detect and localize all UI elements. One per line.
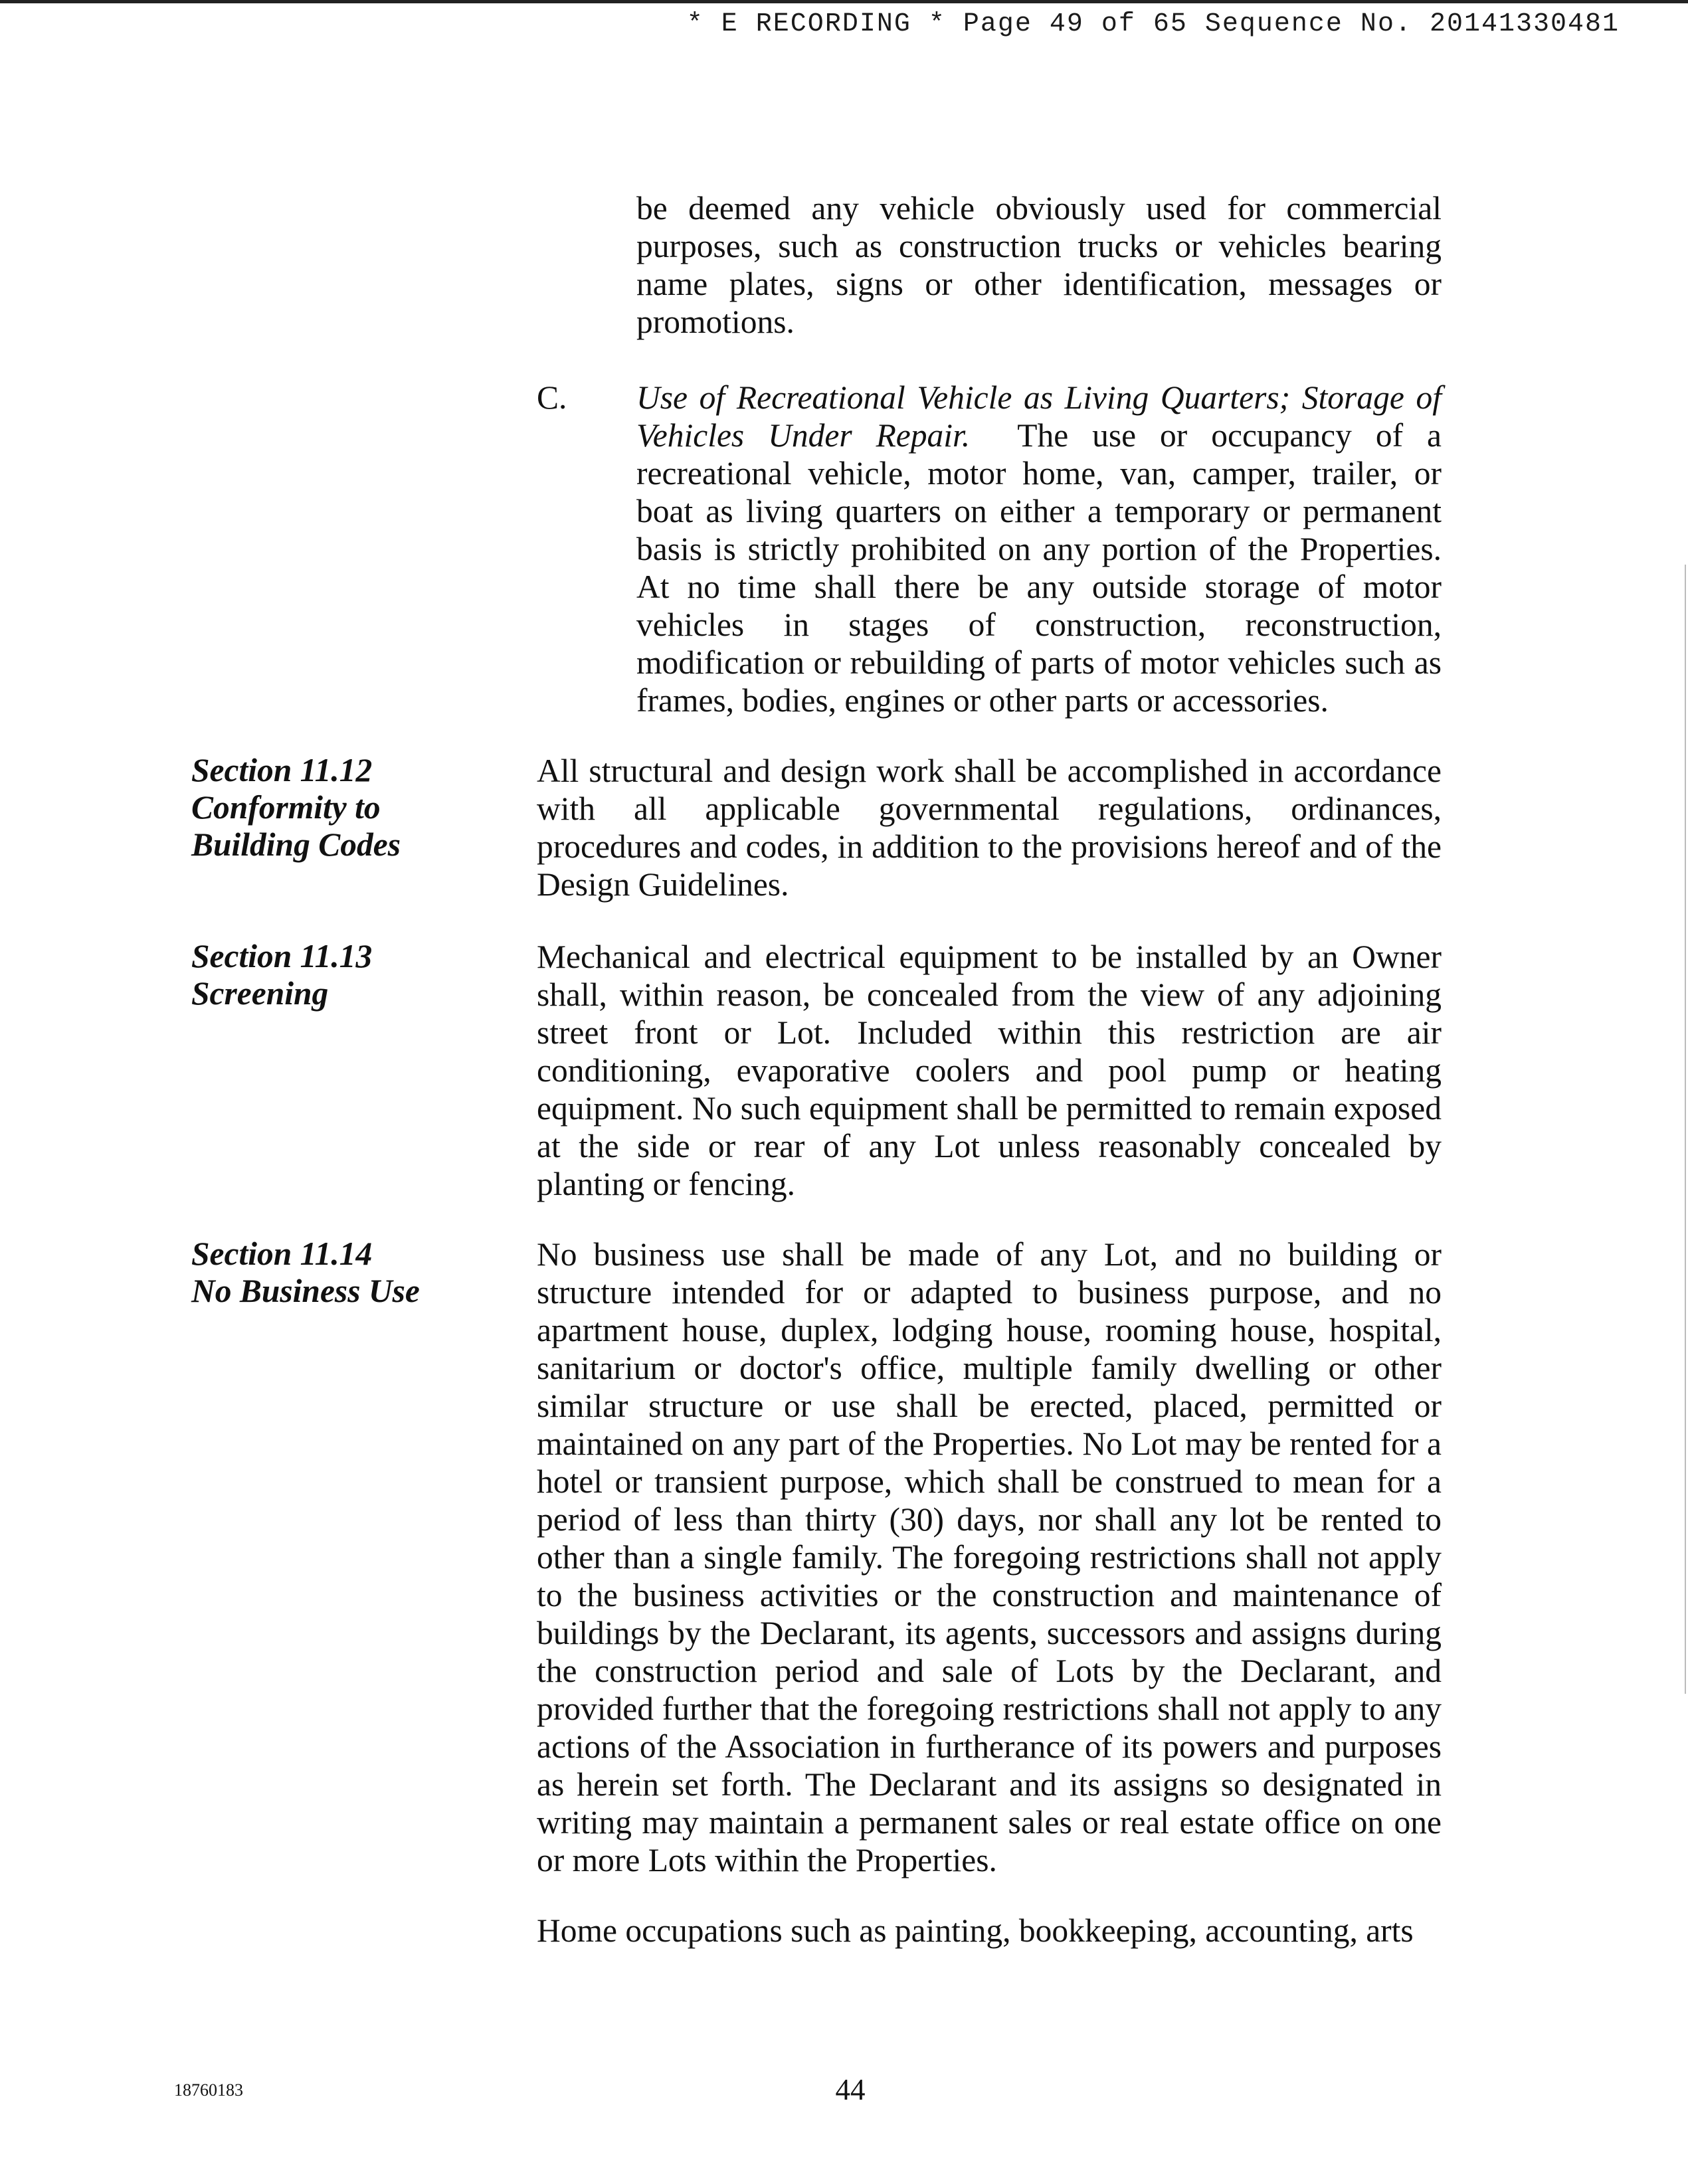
list-item-text: The use or occupancy of a recreational vehicle, motor home, van, camper, trailer, or boat as living quarters on either a temporary or permanent basis is strictly prohibited on any portion of the Properties. At no time shall there be any outside storage of motor vehicles in stages of construction, reconstruction, modification or rebuilding of parts of motor vehicles such as frames, bodies, engines or other parts or accessories.: [636, 417, 1442, 719]
top-border-rule: [0, 0, 1688, 3]
continued-paragraph: be deemed any vehicle obviously used for commercial purposes, such as construction trucks or vehicles bearing name plates, signs or other identification, messages or promotions.: [636, 190, 1442, 340]
section-heading: [191, 752, 470, 864]
section-title-line1: Conformity to: [191, 789, 381, 826]
section-number: Section 11.13: [191, 938, 373, 974]
list-item-body: [636, 379, 1442, 719]
page-number: 44: [835, 2073, 866, 2106]
document-id: 18760183: [174, 2080, 243, 2100]
scan-edge-line: [1685, 565, 1686, 1694]
list-item-marker: C.: [537, 379, 567, 416]
section-title-line1: Screening: [191, 975, 329, 1012]
section-heading: [191, 1235, 470, 1310]
section-heading: [191, 938, 470, 1012]
section-body: All structural and design work shall be accomplished in accordance with all applicable governmental regulations, ordinances, procedures and codes, in addition to the provisions hereof and of the Design Guidelines.: [537, 753, 1442, 903]
section-body: No business use shall be made of any Lot, and no building or structure intended for or adapted to business purpose, and no apartment house, duplex, lodging house, rooming house, hospital, sanitarium or doctor's office, multiple family dwelling or other similar structure or use shall be erected, placed, permitted or maintained on any part of the Properties. No Lot may be rented for a hotel or transient purpose, which shall be construed to mean for a period of less than thirty (30) days, nor shall any lot be rented to other than a single family. The foregoing restrictions shall not apply to the business activities or the construction and maintenance of buildings by the Declarant, its agents, successors and assigns during the construction period and sale of Lots by the Declarant, and provided further that the foregoing restrictions shall not apply to any actions of the Association in furtherance of its powers and purposes as herein set forth. The Declarant and its assigns so designated in writing may maintain a permanent sales or real estate office on one or more Lots within the Properties.: [537, 1236, 1442, 1878]
home-occupations-paragraph: Home occupations such as painting, bookkeeping, accounting, arts: [537, 1912, 1414, 1949]
section-number: Section 11.14: [191, 1235, 373, 1272]
section-body: Mechanical and electrical equipment to be installed by an Owner shall, within reason, be concealed from the view of any adjoining street front or Lot. Included within this restriction are air conditioning, evaporative coolers and pool pump or heating equipment. No such equipment shall be permitted to remain exposed at the side or rear of any Lot unless reasonably concealed by planting or fencing.: [537, 939, 1442, 1202]
section-number: Section 11.12: [191, 752, 373, 788]
recording-header: * E RECORDING * Page 49 of 65 Sequence No. 20141330481: [686, 9, 1620, 39]
list-item-title: Use of Recreational Vehicle as Living Quarters; Storage of Vehicles Under Repair.: [636, 379, 1442, 454]
section-title-line1: No Business Use: [191, 1273, 420, 1309]
section-title-line2: Building Codes: [191, 826, 401, 863]
